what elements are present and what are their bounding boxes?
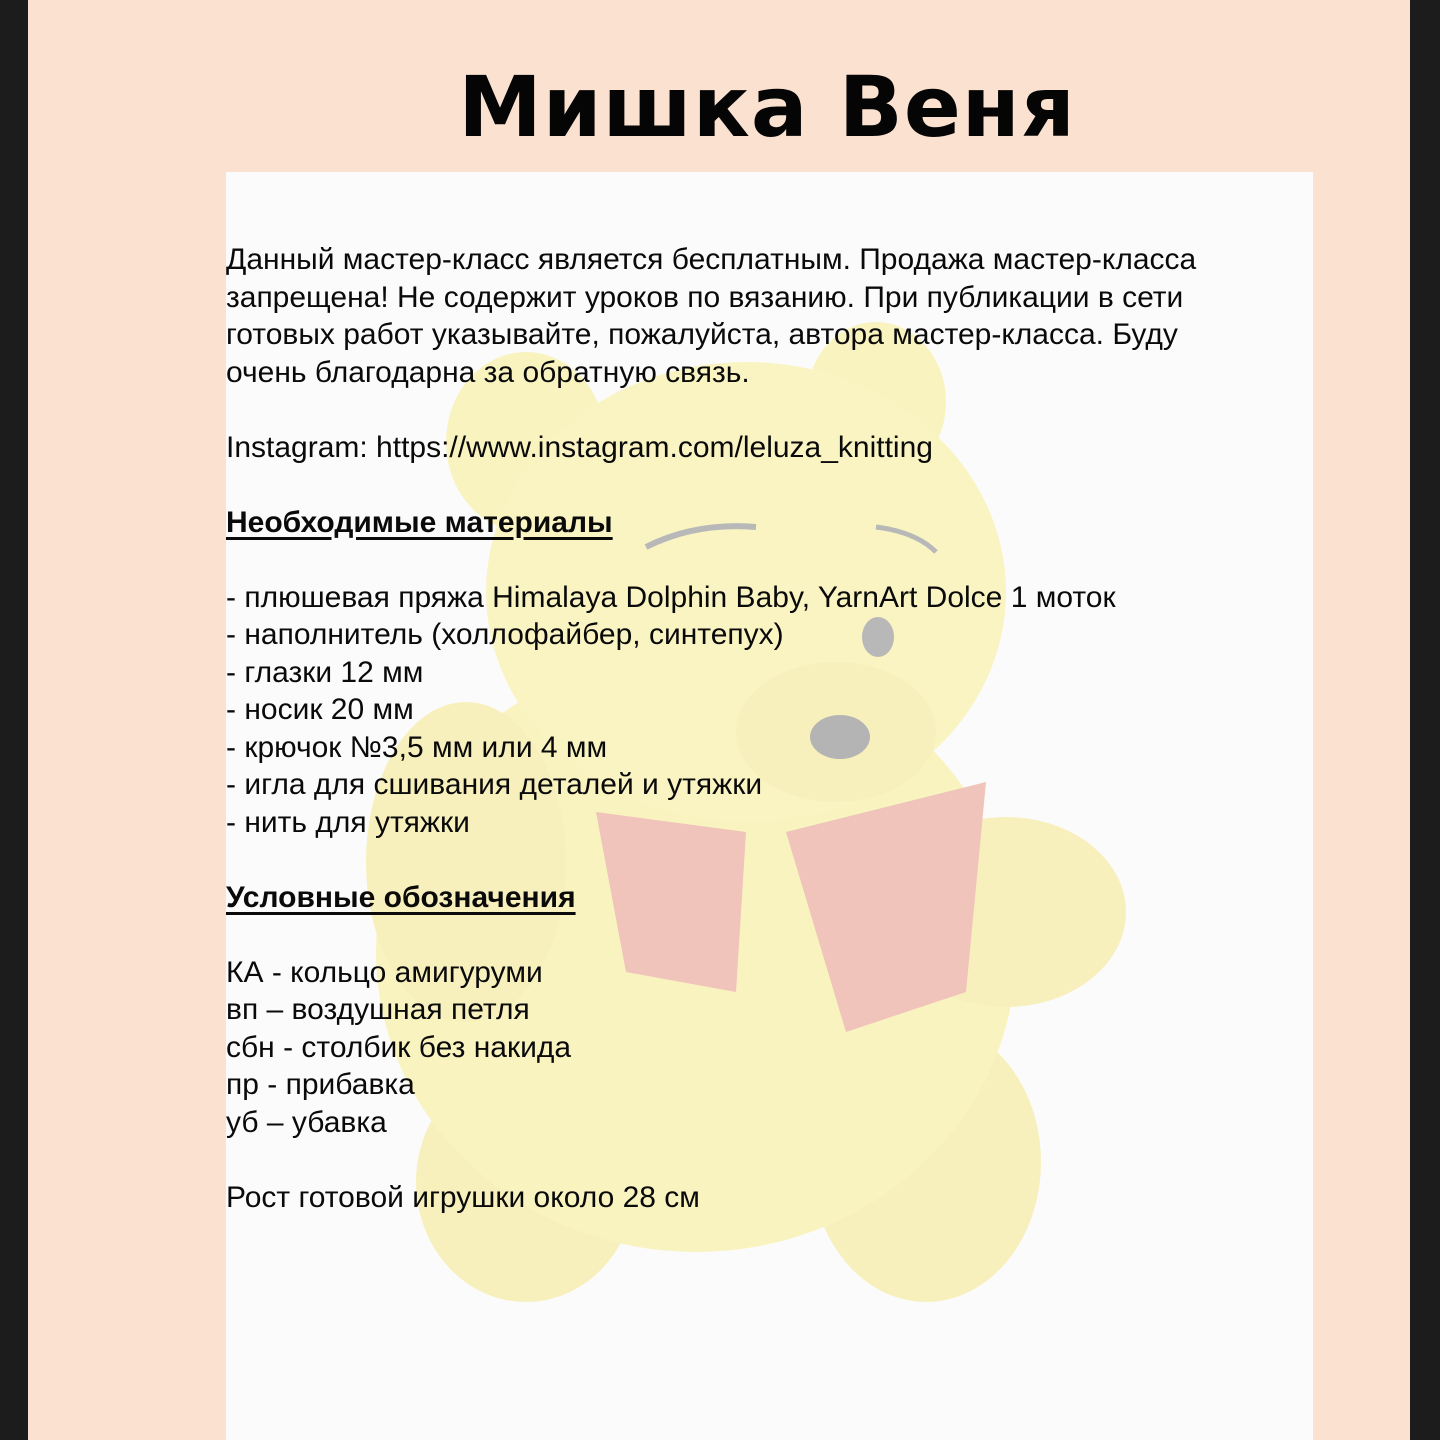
materials-item: - крючок №3,5 мм или 4 мм [226, 730, 608, 764]
page-title: Мишка Веня [458, 58, 1076, 156]
legend-item: уб – убавка [226, 1105, 387, 1139]
materials-item: - наполнитель (холлофайбер, синтепух) [226, 618, 784, 651]
intro-line: Данный мастер-класс является бесплатным. Продажа мастер-класса [226, 243, 1197, 276]
document-body [226, 241, 1306, 1216]
intro-line: очень благодарна за обратную связь. [226, 355, 750, 389]
legend-item: сбн - столбик без накида [226, 1030, 572, 1064]
materials-item: - нить для утяжки [226, 805, 470, 839]
materials-item: - носик 20 мм [226, 693, 414, 726]
materials-item: - глазки 12 мм [226, 655, 424, 689]
intro-line: готовых работ указывайте, пожалуйста, автора мастер-класса. Буду [226, 318, 1178, 351]
materials-item: - игла для сшивания деталей и утяжки [226, 768, 763, 801]
height-note: Рост готовой игрушки около 28 см [226, 1180, 700, 1214]
legend-heading: Условные обозначения [226, 880, 576, 914]
intro-line: запрещена! Не содержит уроков по вязанию. При публикации в сети [226, 280, 1184, 314]
materials-item: - плюшевая пряжа Himalaya Dolphin Baby, YarnArt Dolce 1 моток [226, 580, 1116, 614]
legend-item: КА - кольцо амигуруми [226, 955, 543, 989]
legend-item: пр - прибавка [226, 1068, 415, 1101]
materials-heading: Необходимые материалы [226, 505, 613, 539]
instagram-link[interactable]: Instagram: https://www.instagram.com/leluza_knitting [226, 430, 933, 464]
legend-item: вп – воздушная петля [226, 993, 530, 1026]
